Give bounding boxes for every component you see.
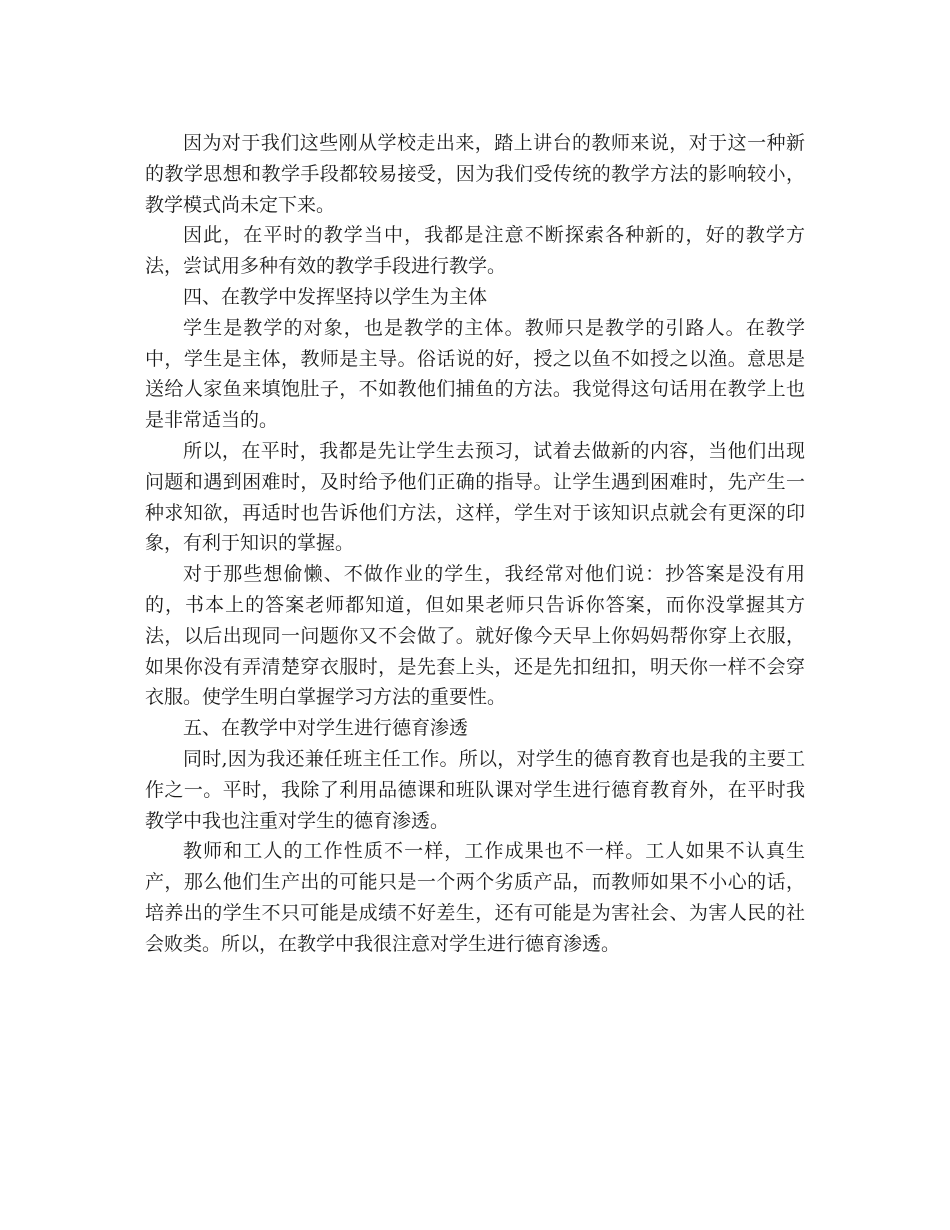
document-body xyxy=(145,128,805,960)
section-heading: 四、在教学中发挥坚持以学生为主体 xyxy=(183,285,488,308)
paragraph: 学生是教学的对象，也是教学的主体。教师只是教学的引路人。在教学中，学生是主体，教师是主导。俗话说的好，授之以鱼不如授之以渔。意思是送给人家鱼来填饱肚子，不如教他们捕鱼的方法。我觉得这句话用在教学上也是非常适当的。 xyxy=(145,316,805,432)
section-heading: 五、在教学中对学生进行德育渗透 xyxy=(183,717,469,740)
paragraph: 因此，在平时的教学当中，我都是注意不断探索各种新的，好的教学方法，尝试用多种有效的教学手段进行教学。 xyxy=(145,224,805,278)
paragraph: 同时,因为我还兼任班主任工作。所以，对学生的德育教育也是我的主要工作之一。平时，我除了利用品德课和班队课对学生进行德育教育外，在平时我教学中我也注重对学生的德育渗透。 xyxy=(145,747,805,832)
paragraph: 对于那些想偷懒、不做作业的学生，我经常对他们说：抄答案是没有用的，书本上的答案老师都知道，但如果老师只告诉你答案，而你没掌握其方法，以后出现同一问题你又不会做了。就好像今天早上你妈妈帮你穿上衣服，如果你没有弄清楚穿衣服时，是先套上头，还是先扣纽扣，明天你一样不会穿衣服。使学生明白掌握学习方法的重要性。 xyxy=(145,563,805,709)
paragraph: 因为对于我们这些刚从学校走出来，踏上讲台的教师来说，对于这一种新的教学思想和教学手段都较易接受，因为我们受传统的教学方法的影响较小，教学模式尚未定下来。 xyxy=(145,132,805,216)
paragraph: 所以，在平时，我都是先让学生去预习，试着去做新的内容，当他们出现问题和遇到困难时，及时给予他们正确的指导。让学生遇到困难时，先产生一种求知欲，再适时也告诉他们方法，这样，学生对于该知识点就会有更深的印象，有利于知识的掌握。 xyxy=(145,439,805,555)
paragraph: 教师和工人的工作性质不一样，工作成果也不一样。工人如果不认真生产，那么他们生产出的可能只是一个两个劣质产品，而教师如果不小心的话，培养出的学生不只可能是成绩不好差生，还有可能是为害社会、为害人民的社会败类。所以，在教学中我很注意对学生进行德育渗透。 xyxy=(145,840,805,955)
